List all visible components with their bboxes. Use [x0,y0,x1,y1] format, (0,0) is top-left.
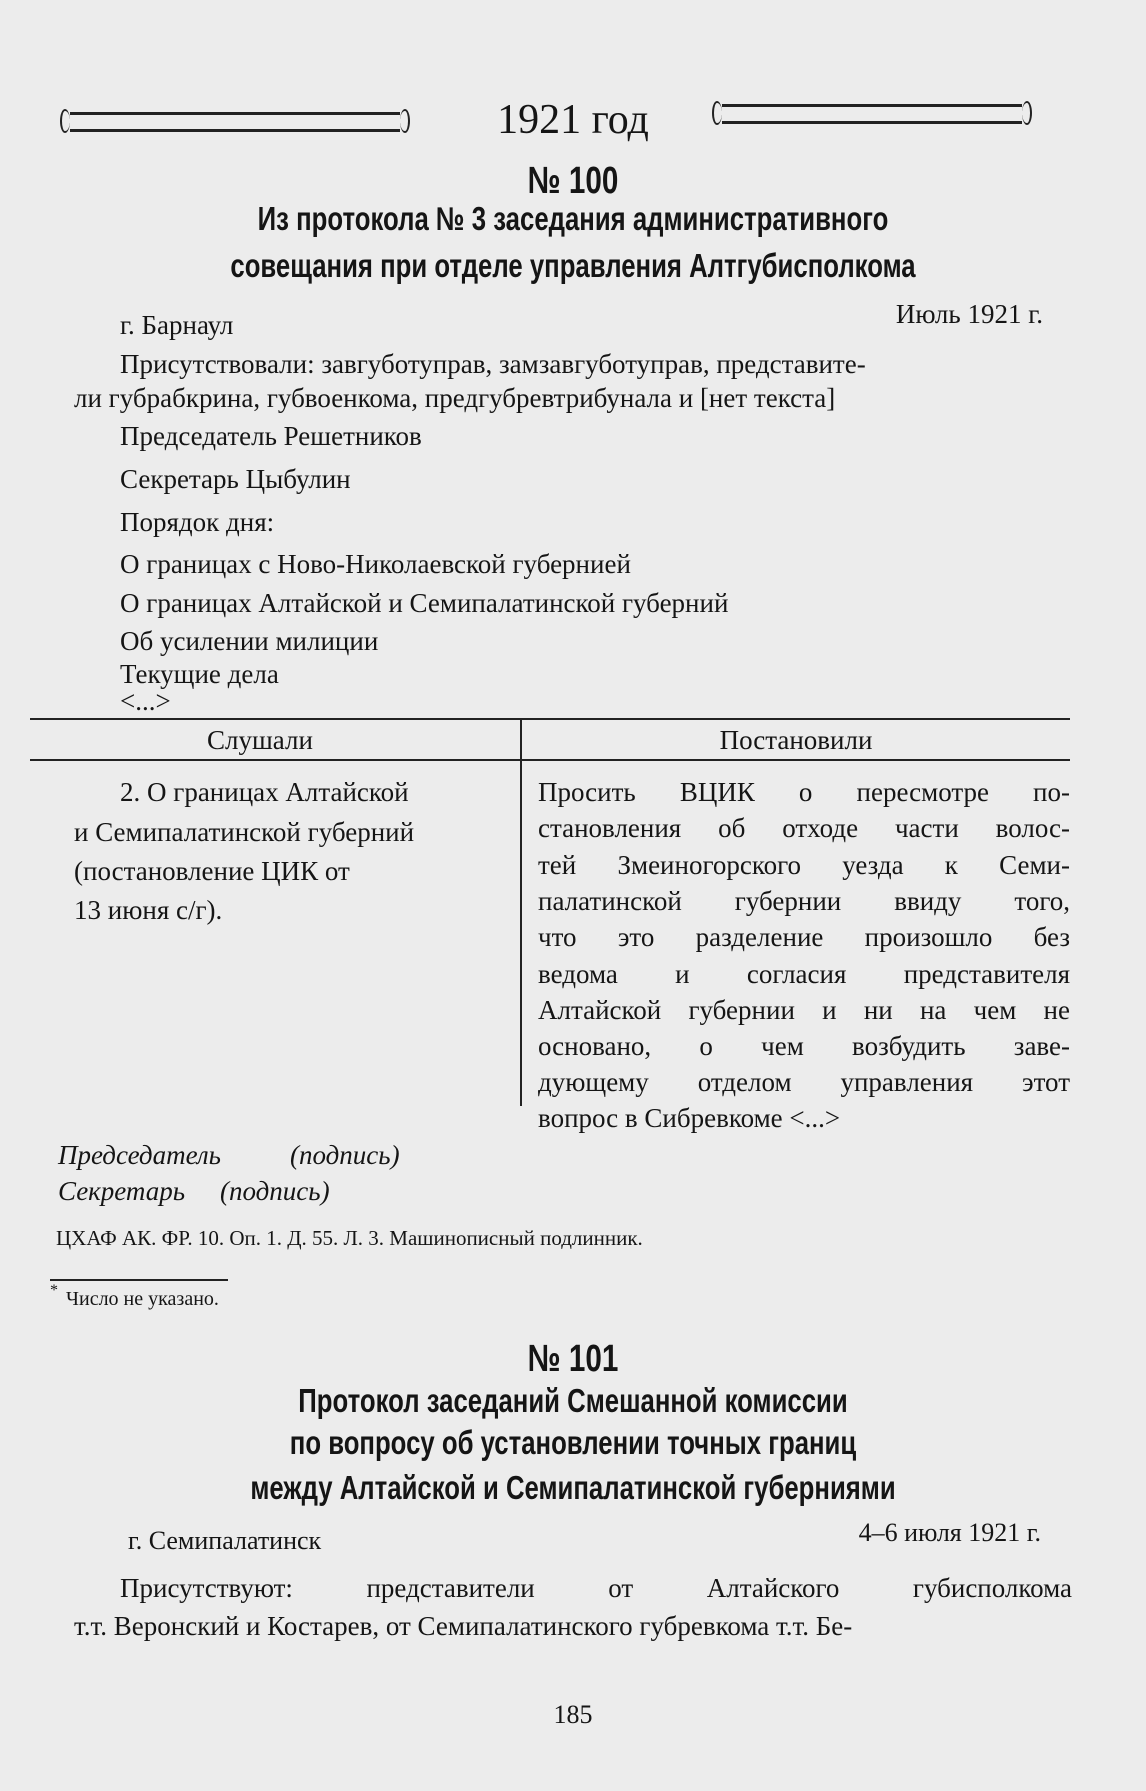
signature-secretary-role: Секретарь [58,1176,186,1206]
archive-source: ЦХАФ АК. ФР. 10. Оп. 1. Д. 55. Л. 3. Машинописный подлинник. [56,1226,643,1250]
decided-line: становления об отходе части волос- [538,813,1070,843]
footnote-rule [50,1279,228,1281]
agenda-item: Об усилении милиции [120,626,379,656]
doc101-date: 4–6 июля 1921 г. [858,1518,1041,1547]
decided-line: Просить ВЦИК о пересмотре по- [538,777,1070,807]
decided-line: вопрос в Сибревкоме <...> [538,1103,841,1133]
doc100-number: № 100 [527,160,619,202]
doc100-title-2: совещания при отделе управления Алтгубисполкома [230,247,916,284]
decided-line: палатинской губернии ввиду того, [538,886,1070,916]
doc101-place: г. Семипалатинск [128,1526,322,1555]
heard-line: (постановление ЦИК от [74,856,350,886]
decided-line: Алтайской губернии и ни на чем не [538,995,1070,1025]
heard-line: 2. О границах Алтайской [120,777,409,807]
section-year: 1921 год [497,97,649,143]
doc100-title-1: Из протокола № 3 заседания административного [257,200,889,237]
doc100-place: г. Барнаул [120,310,234,340]
present-line-1: Присутствовали: завгуботуправ, замзавгуботуправ, представите- [120,349,866,379]
page-number: 185 [553,1700,593,1729]
decided-line: тей Змеиногорского уезда к Семи- [538,850,1070,880]
table-column-divider [520,718,522,1106]
decided-line: ведома и согласия представителя [538,959,1070,989]
signature-secretary-sign: (подпись) [220,1176,330,1206]
heard-line: 13 июня с/г). [74,895,223,925]
agenda-label: Порядок дня: [120,507,275,537]
signature-chairman-role: Председатель [58,1140,221,1170]
agenda-item: О границах с Ново-Николаевской губернией [120,549,631,579]
table-header-heard: Слушали [207,725,313,755]
heard-line: и Семипалатинской губерний [74,817,415,847]
omission: <...> [120,686,171,716]
table-header-rule [30,759,1070,761]
agenda-item: О границах Алтайской и Семипалатинской губерний [120,588,729,618]
decided-line: основано, о чем возбудить заве- [538,1031,1070,1061]
table-header-decided: Постановили [719,725,873,755]
doc101-title-2: по вопросу об установлении точных границ [289,1424,857,1461]
decided-line: дующему отделом управления этот [538,1067,1070,1097]
doc101-present-2: т.т. Веронский и Костарев, от Семипалатинского губревкома т.т. Бе- [74,1611,853,1641]
decided-line: что это разделение произошло без [538,922,1070,952]
doc101-title-1: Протокол заседаний Смешанной комиссии [298,1382,848,1419]
chairman: Председатель Решетников [120,421,422,451]
table-top-rule [30,718,1070,720]
agenda-item: Текущие дела [120,659,279,689]
doc101-title-3: между Алтайской и Семипалатинской губерниями [250,1469,896,1506]
footnote-text: Число не указано. [66,1288,219,1310]
signature-chairman-sign: (подпись) [290,1140,400,1170]
present-line-2: ли губрабкрина, губвоенкома, предгубревтрибунала и [нет текста] [74,383,836,413]
doc101-present-1: Присутствуют: представители от Алтайского губисполкома [120,1573,1072,1603]
doc101-number: № 101 [527,1338,619,1380]
doc100-date: Июль 1921 г. [895,299,1043,329]
footnote-mark: * [50,1282,58,1299]
secretary: Секретарь Цыбулин [120,464,351,494]
